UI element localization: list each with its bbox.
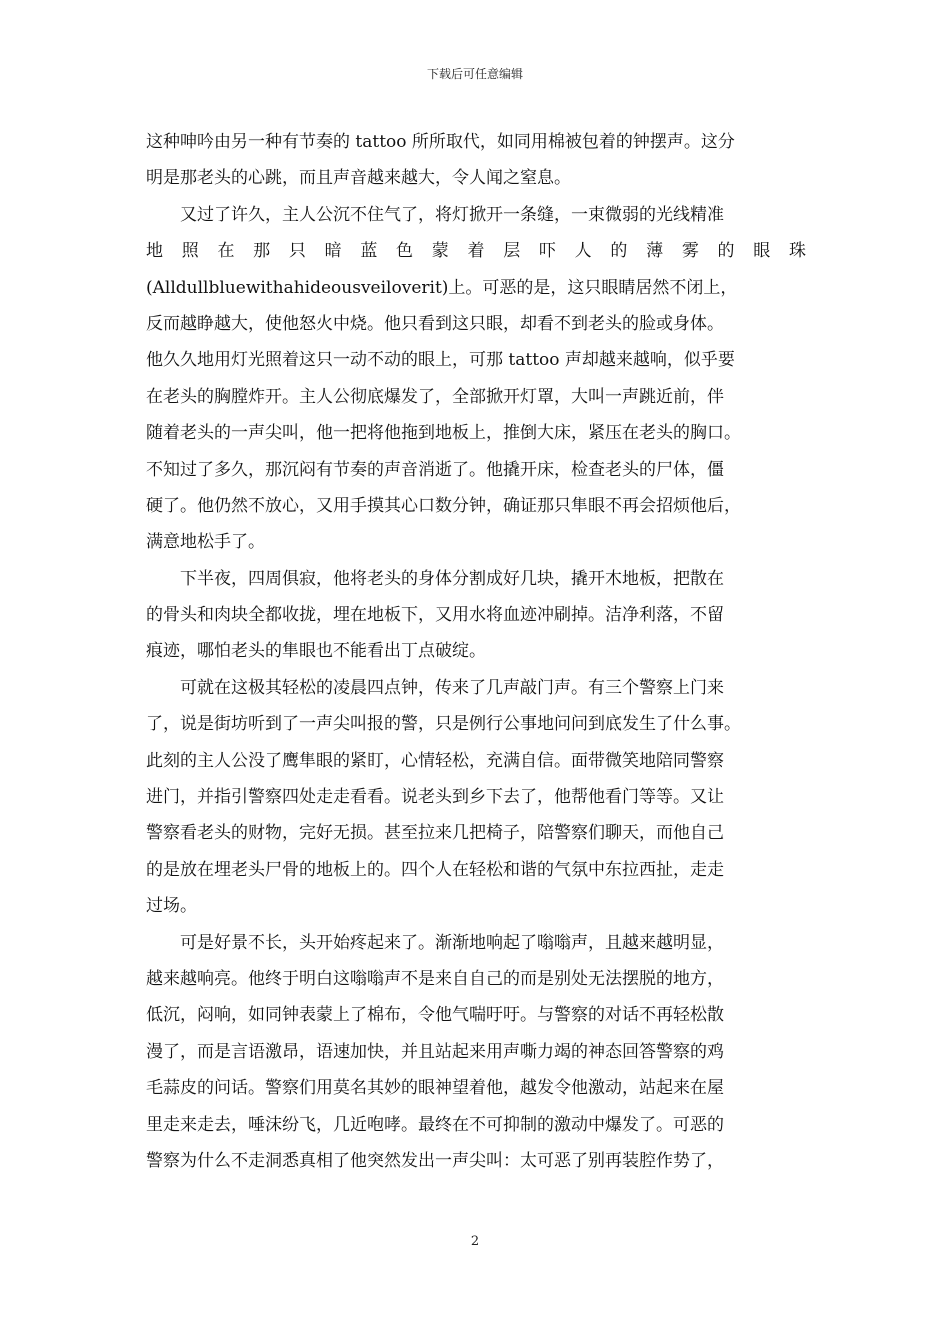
text-line: 漫了，而是言语激昂，语速加快，并且站起来用声嘶力竭的神态回答警察的鸡 <box>146 1041 724 1062</box>
document-body <box>146 124 806 1179</box>
text-line: 低沉，闷响，如同钟表蒙上了棉布，令他气喘吁吁。与警察的对话不再轻松散 <box>146 1005 724 1026</box>
text-line: 不知过了多久，那沉闷有节奏的声音消逝了。他撬开床，检查老头的尸体，僵 <box>146 459 724 480</box>
text-line: 的是放在埋老头尸骨的地板上的。四个人在轻松和谐的气氛中东拉西扯，走走 <box>146 859 724 880</box>
text-line: 了，说是街坊听到了一声尖叫报的警，只是例行公事地问问到底发生了什么事。 <box>146 714 741 735</box>
text-line: 过场。 <box>146 896 197 917</box>
text-line: 反而越睁越大，使他怒火中烧。他只看到这只眼，却看不到老头的脸或身体。 <box>146 313 724 334</box>
text-line: 痕迹，哪怕老头的隼眼也不能看出丁点破绽。 <box>146 641 486 662</box>
text-line: 里走来走去，唾沫纷飞，几近咆哮。最终在不可抑制的激动中爆发了。可恶的 <box>146 1114 724 1135</box>
text-line: 地 照 在 那 只 暗 蓝 色 蒙 着 层 吓 人 的 薄 雾 的 眼 珠 <box>146 241 806 262</box>
text-line: 随着老头的一声尖叫，他一把将他拖到地板上，推倒大床，紧压在老头的胸口。 <box>146 423 741 444</box>
text-line: 的骨头和肉块全都收拢，埋在地板下，又用水将血迹冲刷掉。洁净利落，不留 <box>146 605 724 626</box>
page-number: 2 <box>470 1234 480 1249</box>
text-line: 可就在这极其轻松的凌晨四点钟，传来了几声敲门声。有三个警察上门来 <box>180 677 724 698</box>
text-line: 进门，并指引警察四处走走看看。说老头到乡下去了，他帮他看门等等。又让 <box>146 787 724 808</box>
text-line: 硬了。他仍然不放心，又用手摸其心口数分钟，确证那只隼眼不再会招烦他后， <box>146 495 741 516</box>
text-line: 毛蒜皮的问话。警察们用莫名其妙的眼神望着他，越发令他激动，站起来在屋 <box>146 1078 724 1099</box>
text-line: 又过了许久，主人公沉不住气了，将灯掀开一条缝，一束微弱的光线精准 <box>180 204 724 225</box>
text-line: 越来越响亮。他终于明白这嗡嗡声不是来自自己的而是别处无法摆脱的地方， <box>146 968 724 989</box>
text-line: 在老头的胸膛炸开。主人公彻底爆发了，全部掀开灯罩，大叫一声跳近前，伴 <box>146 386 724 407</box>
text-line: 明是那老头的心跳，而且声音越来越大，令人闻之窒息。 <box>146 168 571 189</box>
text-line: 他久久地用灯光照着这只一动不动的眼上，可那 tattoo 声却越来越响，似乎要 <box>146 350 735 371</box>
text-line: (Alldullbluewithahideousveiloverit)上。可恶的是，这只眼睛居然不闭上， <box>146 277 738 298</box>
text-line: 这种呻吟由另一种有节奏的 tattoo 所所取代，如同用棉被包着的钟摆声。这分 <box>146 132 735 152</box>
text-line: 满意地松手了。 <box>146 532 265 553</box>
text-line: 此刻的主人公没了鹰隼眼的紧盯，心情轻松，充满自信。面带微笑地陪同警察 <box>146 750 724 771</box>
text-line: 警察为什么不走洞悉真相了他突然发出一声尖叫：太可恶了别再装腔作势了， <box>146 1150 724 1171</box>
text-line: 下半夜，四周俱寂，他将老头的身体分割成好几块，撬开木地板，把散在 <box>180 568 724 589</box>
text-line: 警察看老头的财物，完好无损。甚至拉来几把椅子，陪警察们聊天，而他自己 <box>146 823 724 844</box>
page-header: 下载后可任意编辑 <box>426 67 523 81</box>
text-line: 可是好景不长，头开始疼起来了。渐渐地响起了嗡嗡声，且越来越明显， <box>180 932 724 953</box>
